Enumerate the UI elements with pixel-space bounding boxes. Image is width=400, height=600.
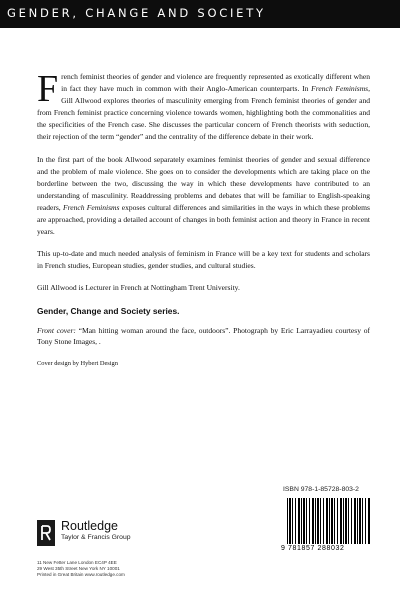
barcode xyxy=(281,498,371,554)
blurb xyxy=(37,68,371,370)
front-cover-text: “Man hitting woman around the face, outdoors”. Photograph by Eric Larrayadieu courtesy of Tony Stone Images, . xyxy=(37,325,370,346)
barcode-digits: 9 781857 288032 xyxy=(281,545,345,552)
blurb-paragraphs xyxy=(37,68,371,295)
routledge-logo-icon xyxy=(37,520,55,546)
text-run: exposes cultural differences and similarities in the ways in which these problems are approached, providing a detailed account of changes in both feminist action and theory in France in recent years. xyxy=(37,202,370,237)
text-run: Gill Allwood is Lecturer in French at Nottingham Trent University. xyxy=(37,283,240,293)
book-title-run: French Feminisms xyxy=(311,84,369,94)
publisher-group: Taylor & Francis Group xyxy=(61,534,131,541)
front-cover-credit xyxy=(37,325,370,348)
text-run: In the first part of the book Allwood separately examines feminist theories of gender and sexual difference and the problem of male violence. She goes on to consider the developments which are taking place on the borderline between the two, discussing the way in which these developments have contributed to an understanding of masculinity. Readdressing problems and debates that will be familiar to English-speaking readers, xyxy=(37,154,370,212)
drop-cap: F xyxy=(37,68,59,110)
address-line: Printed in Great Britain www.routledge.com xyxy=(37,572,125,578)
text-run: This up-to-date and much needed analysis of feminism in France will be a key text for students and scholars in French studies, European studies, gender studies, and cultural studies. xyxy=(37,249,370,271)
blurb-paragraph xyxy=(37,68,371,144)
address-line: 11 New Fetter Lane London EC4P 4EE xyxy=(37,560,117,565)
front-cover-label: Front cover: xyxy=(37,325,76,335)
text-run: , Gill Allwood explores theories of masculinity emerging from French feminist theories of gender and from French feminist practice concerning violence towards women, highlighting both the commonalities and the specificities of the French case. She discusses the particular concern of French theorists with seduction, their rejection of the term “gender” and the centrality of the difference debate in their work. xyxy=(37,84,371,142)
blurb-paragraph xyxy=(37,154,370,239)
text-run: rench feminist theories of gender and violence are frequently represented as exotically different when in fact they have much in common with their Anglo-American counterparts. In xyxy=(61,72,370,94)
isbn: ISBN 978-1-85728-803-2 xyxy=(283,486,359,493)
publisher-address xyxy=(37,560,237,578)
series-title: Gender, Change and Society series. xyxy=(37,305,180,316)
book-title-run: French Feminisms xyxy=(62,202,120,212)
publisher-name: Routledge xyxy=(61,519,118,533)
blurb-paragraph xyxy=(37,248,370,272)
blurb-paragraph xyxy=(37,282,370,294)
series-header: GENDER, CHANGE AND SOCIETY xyxy=(7,6,266,20)
address-line: 29 West 35th Street New York NY 10001 xyxy=(37,566,120,572)
cover-design-credit: Cover design by Hybert Design xyxy=(37,359,118,367)
barcode-bars xyxy=(287,498,371,544)
